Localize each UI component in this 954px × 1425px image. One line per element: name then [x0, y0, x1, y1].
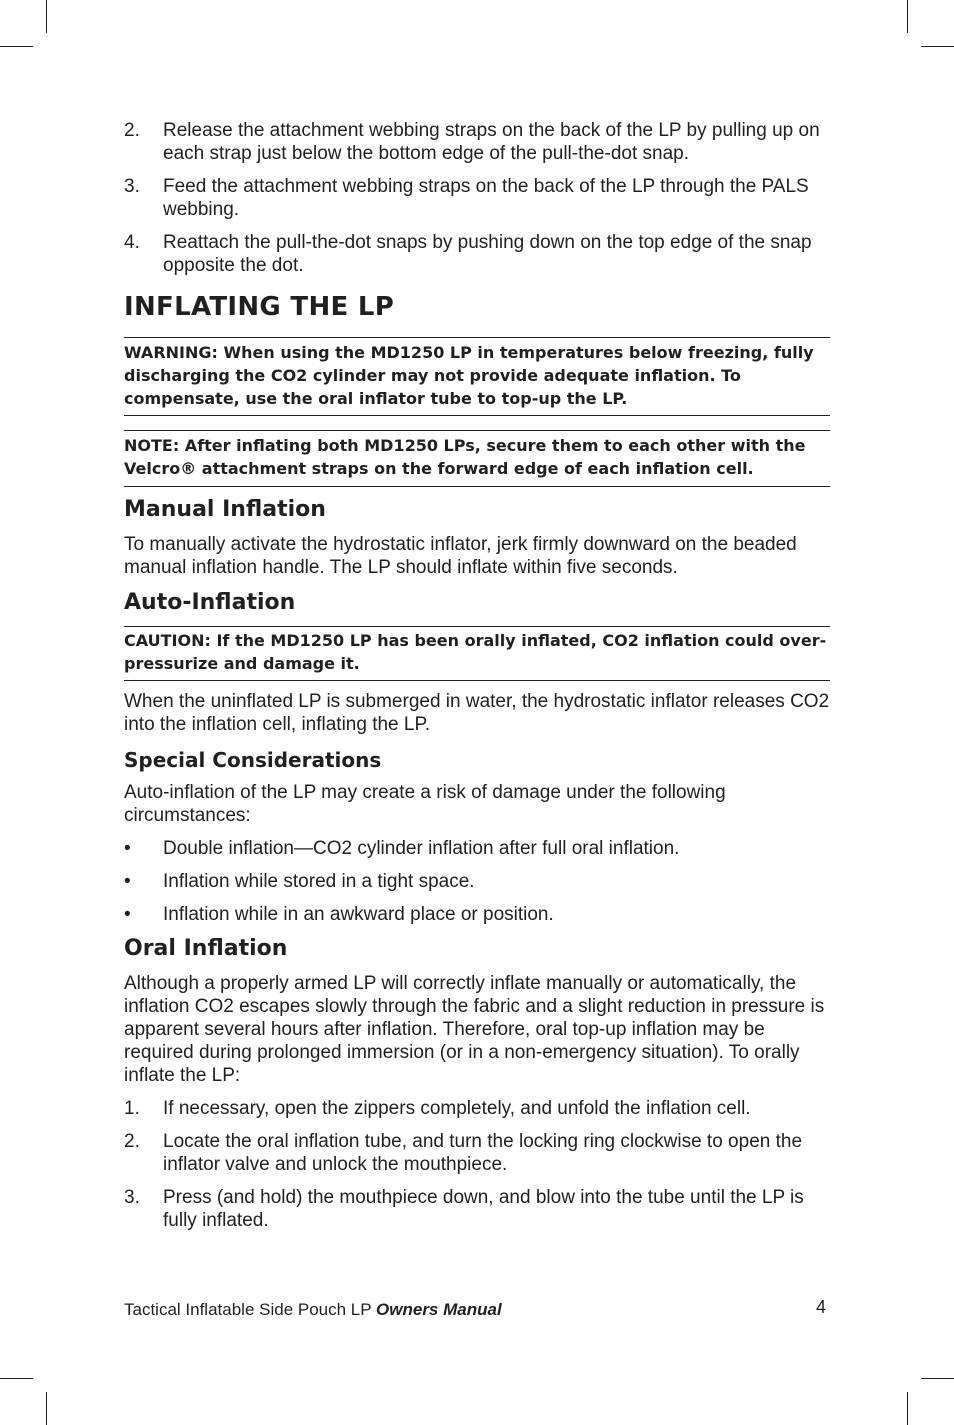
list-item	[124, 1097, 830, 1120]
auto-inflation-text: When the uninflated LP is submerged in water, the hydrostatic inflator releases CO2 into the inflation cell, inflating the LP.	[124, 691, 830, 735]
crop-mark	[921, 46, 954, 47]
step-text: Feed the attachment webbing straps on the back of the LP through the PALS webbing.	[163, 176, 809, 220]
note-text: NOTE: After inflating both MD1250 LPs, secure them to each other with the Velcro® attachment straps on the forward edge of each inflation cell.	[124, 436, 806, 478]
step-list-oral	[124, 1097, 830, 1232]
step-text: Reattach the pull-the-dot snaps by pushing down on the top edge of the snap opposite the dot.	[163, 232, 812, 276]
caution-box	[124, 626, 830, 681]
special-considerations-text: Auto-inflation of the LP may create a risk of damage under the following circumstances:	[124, 782, 726, 826]
heading-manual-inflation: Manual Inflation	[124, 497, 326, 522]
page-footer	[124, 1300, 502, 1320]
list-item	[124, 903, 830, 926]
list-item	[124, 837, 830, 860]
step-text: Locate the oral inflation tube, and turn the locking ring clockwise to open the inflator valve and unlock the mouthpiece.	[163, 1131, 803, 1175]
crop-mark	[907, 0, 908, 33]
list-item	[124, 119, 830, 165]
note-box	[124, 430, 830, 487]
bullet-mark: •	[124, 871, 131, 892]
page-content	[124, 119, 830, 1232]
list-item	[124, 231, 830, 277]
step-number: 1.	[124, 1098, 140, 1119]
list-item	[124, 1130, 830, 1176]
step-text: Release the attachment webbing straps on the back of the LP by pulling up on each strap just below the bottom edge of the pull-the-dot snap.	[163, 120, 820, 164]
step-number: 2.	[124, 120, 140, 141]
bullet-text: Inflation while stored in a tight space.	[163, 871, 475, 892]
heading-auto-inflation: Auto-Inflation	[124, 590, 296, 615]
crop-mark	[46, 1392, 47, 1425]
crop-mark	[907, 1392, 908, 1425]
step-number: 4.	[124, 232, 140, 253]
footer-title: Tactical Inflatable Side Pouch LP	[124, 1300, 372, 1319]
footer-title-bold: Owners Manual	[376, 1300, 502, 1319]
page-number: 4	[816, 1297, 827, 1317]
heading-oral-inflation: Oral Inflation	[124, 936, 288, 961]
step-number: 2.	[124, 1131, 140, 1152]
crop-mark	[0, 46, 33, 47]
caution-text: CAUTION: If the MD1250 LP has been orally inflated, CO2 inflation could over-pressurize and damage it.	[124, 631, 827, 673]
step-number: 3.	[124, 176, 140, 197]
crop-mark	[46, 0, 47, 33]
step-text: Press (and hold) the mouthpiece down, and blow into the tube until the LP is fully inflated.	[163, 1187, 804, 1231]
warning-box	[124, 337, 830, 416]
warning-text: WARNING: When using the MD1250 LP in temperatures below freezing, fully discharging the CO2 cylinder may not provide adequate inflation. To compensate, use the oral inflator tube to top-up the LP.	[124, 343, 814, 408]
section-title-inflating: INFLATING THE LP	[124, 292, 395, 322]
crop-mark	[0, 1378, 33, 1379]
heading-special-considerations: Special Considerations	[124, 748, 382, 772]
list-item	[124, 1186, 830, 1232]
manual-inflation-text: To manually activate the hydrostatic inflator, jerk firmly downward on the beaded manual inflation handle. The LP should inflate within five seconds.	[124, 534, 797, 578]
bullet-text: Inflation while in an awkward place or position.	[163, 904, 554, 925]
crop-mark	[921, 1378, 954, 1379]
list-item	[124, 870, 830, 893]
step-text: If necessary, open the zippers completely, and unfold the inflation cell.	[163, 1098, 751, 1119]
bullet-mark: •	[124, 838, 131, 859]
step-list-top	[124, 119, 830, 277]
bullet-list	[124, 837, 830, 926]
bullet-text: Double inflation—CO2 cylinder inflation after full oral inflation.	[163, 838, 680, 859]
oral-inflation-text: Although a properly armed LP will correctly inflate manually or automatically, the inflation CO2 escapes slowly through the fabric and a slight reduction in pressure is apparent several hours after inflation. Therefore, oral top-up inflation may be required during prolonged immersion (or in a non-emergency situation). To orally inflate the LP:	[124, 973, 825, 1086]
step-number: 3.	[124, 1187, 140, 1208]
bullet-mark: •	[124, 904, 131, 925]
list-item	[124, 175, 830, 221]
